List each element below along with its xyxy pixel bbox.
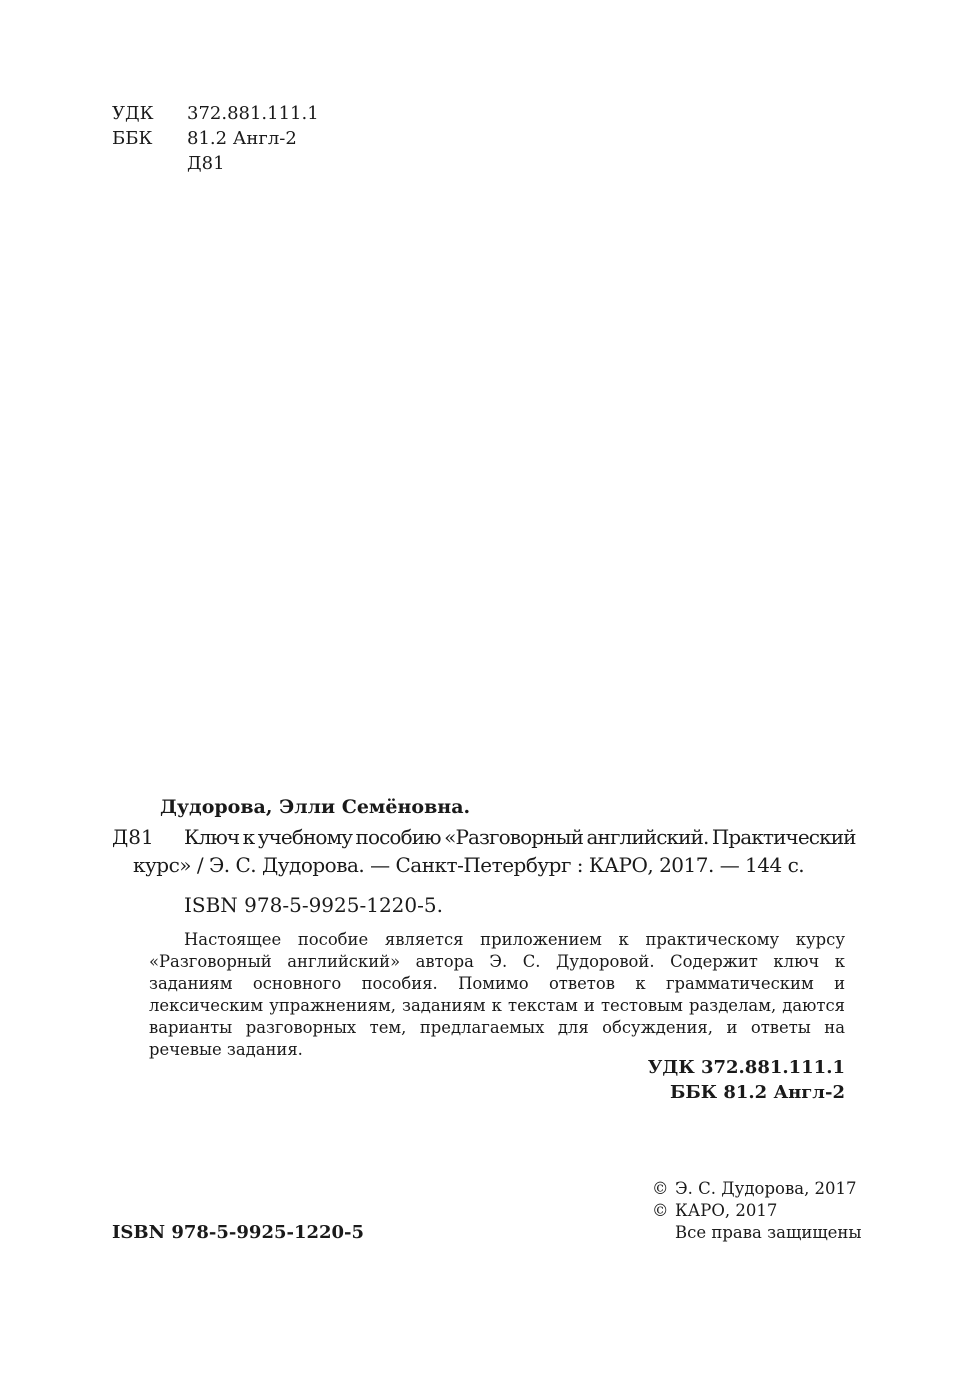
bbk-bottom: ББК 81.2 Англ-2 <box>669 1082 845 1103</box>
annotation <box>149 929 845 1061</box>
annotation-text: Настоящее пособие является приложением к практическому курсу «Разговорный английский» автора Э. С. Дудоровой. Содержит ключ к заданиям основного пособия. Помимо ответов к грамматическим и лексическим упражнениям, заданиям к текстам и тестовым разделам, даются варианты разговорных тем, предлагаемых для обсуждения, и ответы на речевые задания. <box>149 930 845 1059</box>
isbn-line: ISBN 978-5-9925-1220-5. <box>184 893 443 917</box>
udk-value: 372.881.111.1 <box>187 103 319 124</box>
copyright-icon: © <box>652 1201 669 1220</box>
isbn-bottom: ISBN 978-5-9925-1220-5 <box>112 1222 365 1243</box>
udk-label: УДК <box>112 103 154 124</box>
copyright-publisher-line <box>652 1201 777 1220</box>
author-mark: Д81 <box>187 153 225 174</box>
copyright-icon: © <box>652 1179 669 1198</box>
title-line-1: Ключ к учебному пособию «Разговорный английский. Практический <box>184 825 856 849</box>
bbk-value: 81.2 Англ-2 <box>187 128 297 149</box>
catalog-code: Д81 <box>112 825 154 849</box>
author-name: Дудорова, Элли Семёновна. <box>160 796 471 818</box>
copyright-publisher: КАРО, 2017 <box>675 1201 778 1220</box>
udk-bottom: УДК 372.881.111.1 <box>647 1057 845 1078</box>
bbk-label: ББК <box>112 128 153 149</box>
copyright-author-line <box>652 1179 857 1198</box>
title-line-2: курс» / Э. С. Дудорова. — Санкт-Петербург : КАРО, 2017. — 144 с. <box>133 853 805 877</box>
copyright-author: Э. С. Дудорова, 2017 <box>675 1179 857 1198</box>
rights-reserved: Все права защищены <box>675 1223 862 1242</box>
